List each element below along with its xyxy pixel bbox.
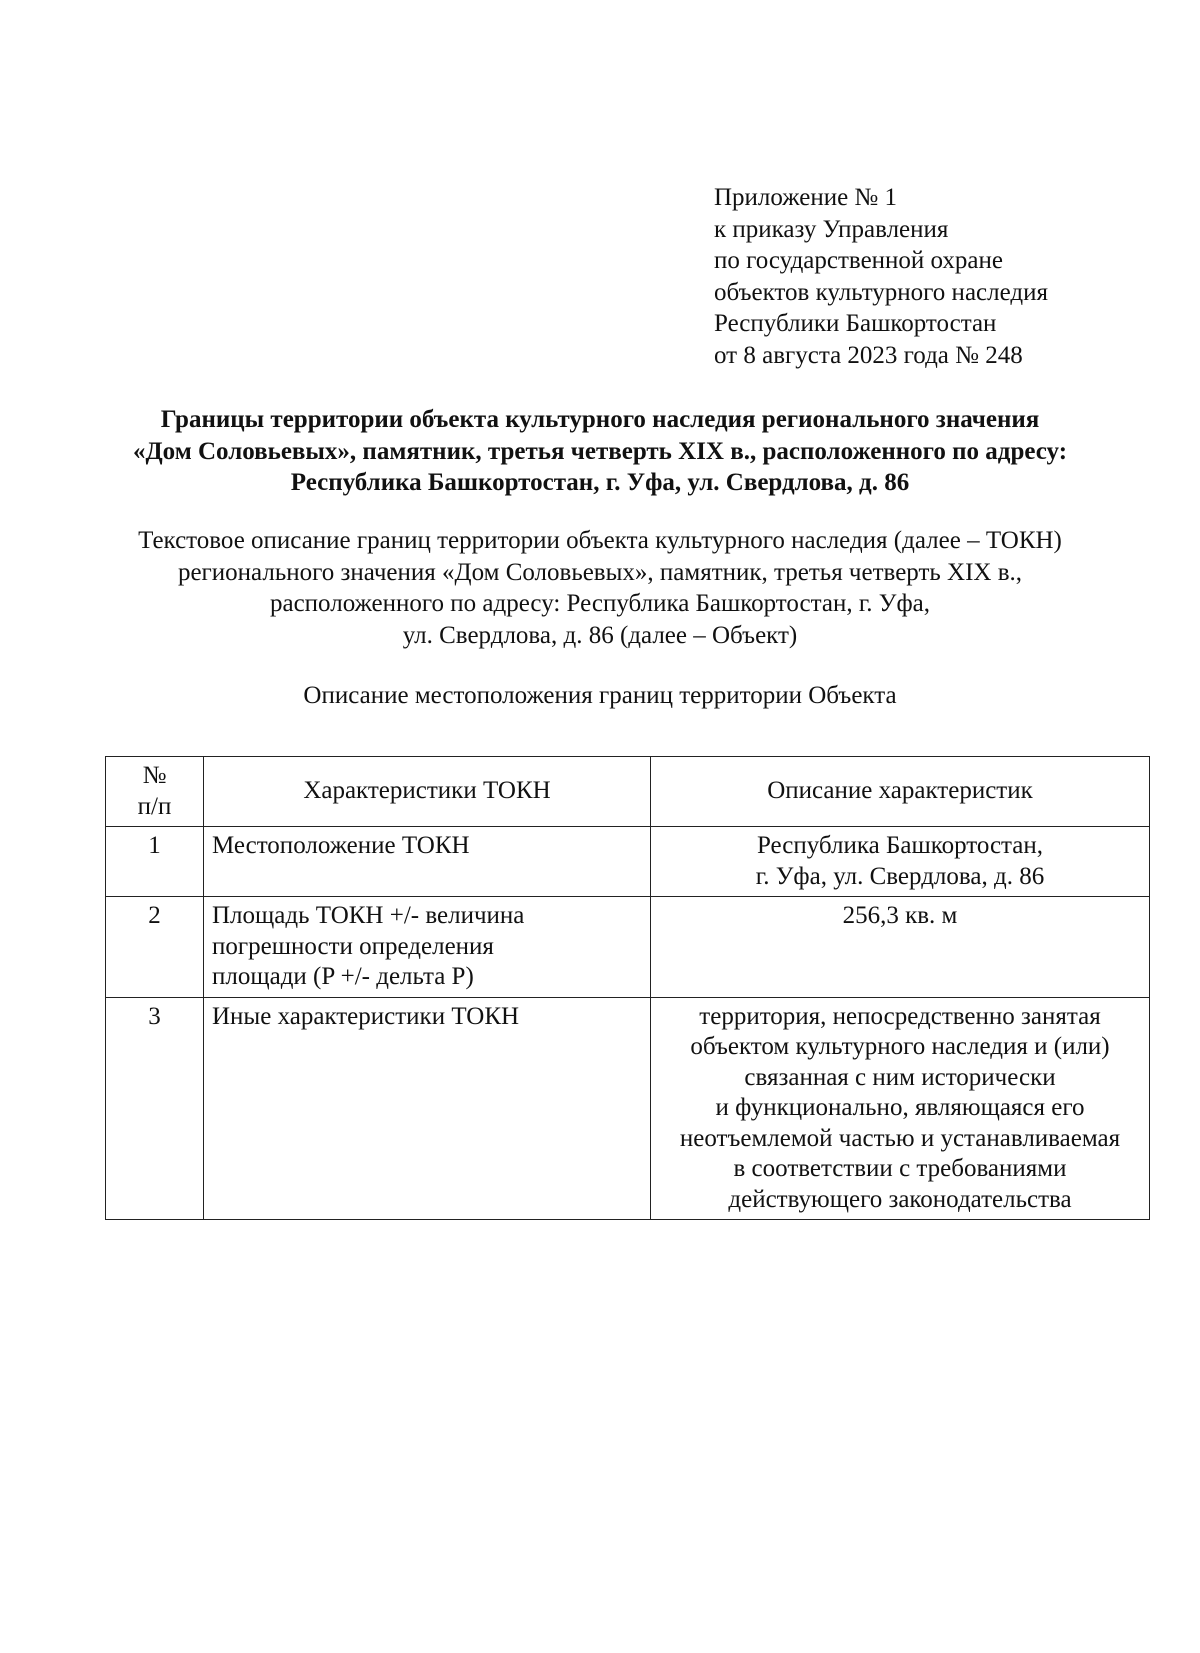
description-line: территория, непосредственно занятая xyxy=(699,1002,1101,1030)
appendix-line: объектов культурного наследия xyxy=(714,278,1048,306)
description-line: 256,3 кв. м xyxy=(842,902,958,929)
title-line: «Дом Соловьевых», памятник, третья четверть XIX в., расположенного по адресу: xyxy=(132,437,1068,465)
row-characteristic xyxy=(204,897,651,998)
description-line: г. Уфа, ул. Свердлова, д. 86 xyxy=(755,862,1045,890)
row-description xyxy=(651,827,1150,897)
row-description xyxy=(651,897,1150,998)
intro-line: ул. Свердлова, д. 86 (далее – Объект) xyxy=(402,621,798,649)
description-line: в соответствии с требованиями xyxy=(733,1155,1067,1182)
characteristic-line: Иные характеристики ТОКН xyxy=(212,1002,520,1030)
appendix-line: Республики Башкортостан xyxy=(714,310,997,337)
characteristic-line: площади (P +/- дельта P) xyxy=(212,963,474,990)
row-description xyxy=(651,997,1150,1220)
table-row xyxy=(106,827,1150,897)
row-number: 2 xyxy=(106,897,204,998)
row-characteristic xyxy=(204,997,651,1220)
intro-line: регионального значения «Дом Соловьевых», памятник, третья четверть XIX в., xyxy=(177,558,1023,586)
header-description: Описание характеристик xyxy=(651,757,1150,827)
title-line: Границы территории объекта культурного наследия регионального значения xyxy=(160,406,1040,433)
appendix-reference xyxy=(714,182,1048,371)
description-line: объектом культурного наследия и (или) xyxy=(690,1033,1110,1060)
document-title xyxy=(100,404,1100,499)
header-number-symbol: № xyxy=(142,762,167,789)
intro-line: расположенного по адресу: Республика Башкортостан, г. Уфа, xyxy=(269,590,931,617)
characteristic-line: Площадь ТОКН +/- величина xyxy=(212,902,525,929)
appendix-line: от 8 августа 2023 года № 248 xyxy=(714,341,1023,369)
row-number: 1 xyxy=(106,827,204,897)
description-line: Республика Башкортостан, xyxy=(756,832,1044,859)
description-line: действующего законодательства xyxy=(728,1185,1072,1213)
row-number: 3 xyxy=(106,997,204,1220)
characteristics-table xyxy=(105,756,1150,1220)
appendix-line: к приказу Управления xyxy=(714,215,949,243)
characteristic-line: погрешности определения xyxy=(212,932,494,960)
description-line: неотъемлемой частью и устанавливаемая xyxy=(679,1124,1121,1152)
table-caption: Описание местоположения границ территории Объекта xyxy=(303,682,897,709)
intro-line: Текстовое описание границ территории объекта культурного наследия (далее – ТОКН) xyxy=(138,527,1062,554)
description-line: и функционально, являющаяся его xyxy=(715,1094,1085,1121)
appendix-line: Приложение № 1 xyxy=(714,184,898,211)
table-header-row xyxy=(106,757,1150,827)
header-number-abbr: п/п xyxy=(137,792,172,820)
characteristic-line: Местоположение ТОКН xyxy=(212,832,470,859)
table-row xyxy=(106,997,1150,1220)
appendix-line: по государственной охране xyxy=(714,247,1004,274)
row-characteristic xyxy=(204,827,651,897)
header-characteristic: Характеристики ТОКН xyxy=(204,757,651,827)
table-row xyxy=(106,897,1150,998)
header-number xyxy=(106,757,204,827)
description-line: связанная с ним исторически xyxy=(744,1063,1056,1091)
intro-paragraph xyxy=(100,525,1100,651)
title-line: Республика Башкортостан, г. Уфа, ул. Свердлова, д. 86 xyxy=(290,469,910,496)
